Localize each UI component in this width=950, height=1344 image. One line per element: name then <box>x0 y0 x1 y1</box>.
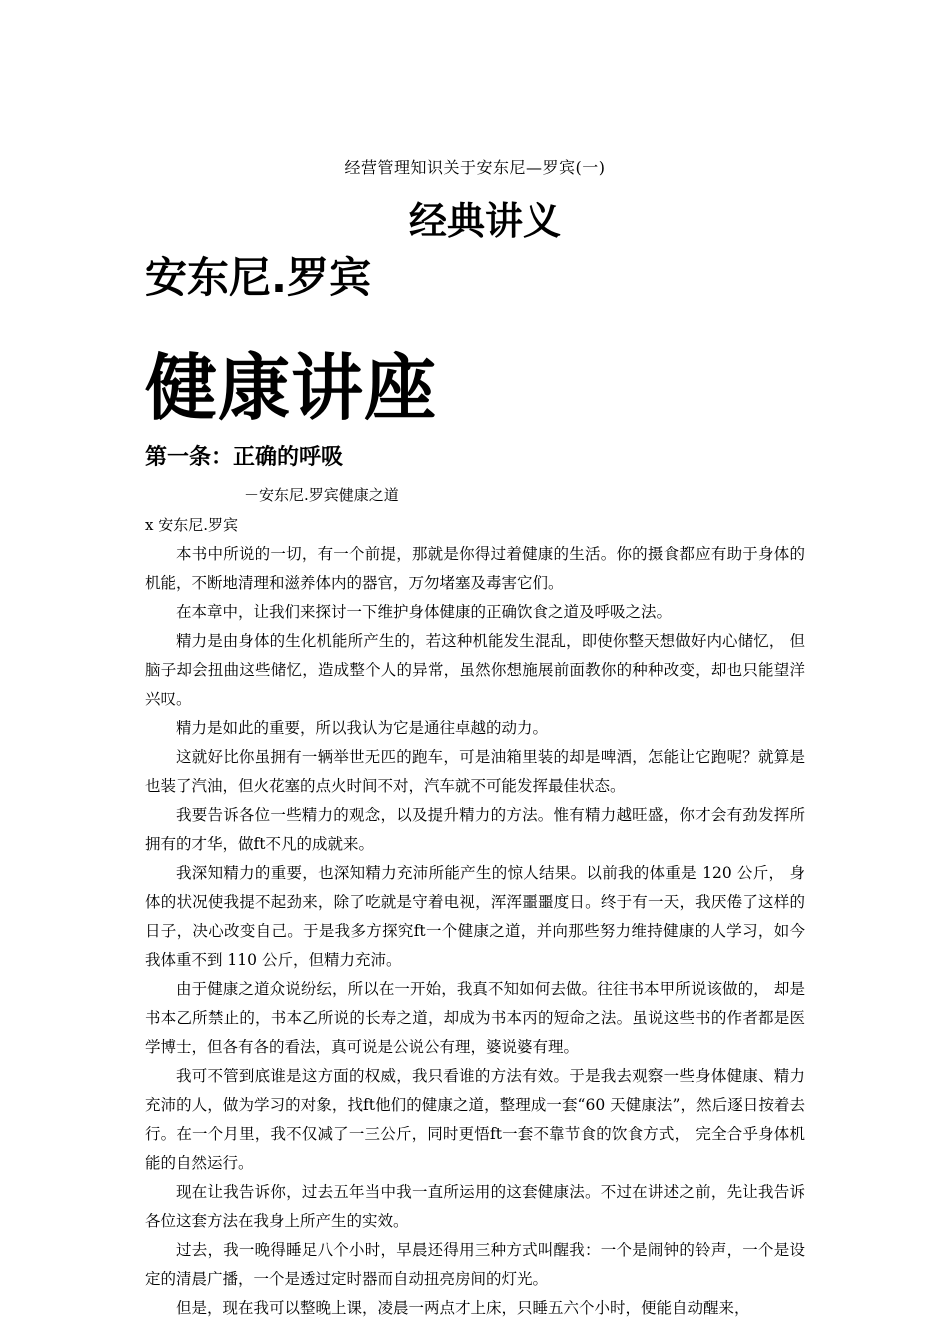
paragraph: 本书中所说的一切，有一个前提，那就是你得过着健康的生活。你的摄食都应有助于身体的机能，不断地清理和滋养体内的器官，万勿堵塞及毒害它们。 <box>145 545 805 592</box>
paragraph: 我要告诉各位一些精力的观念，以及提升精力的方法。惟有精力越旺盛，你才会有劲发挥所拥有的才华，做ft不凡的成就来。 <box>145 806 805 853</box>
author-title: 安东尼.罗宾 <box>145 253 371 302</box>
section-heading: 第一条：正确的呼吸 <box>145 445 344 470</box>
lecture-title: 健康讲座 <box>145 346 438 430</box>
paragraph: 现在让我告诉你，过去五年当中我一直所运用的这套健康法。不过在讲述之前，先让我告诉各位这套方法在我身上所产生的实效。 <box>145 1183 805 1230</box>
paragraph: 由于健康之道众说纷纭，所以在一开始，我真不知如何去做。往往书本甲所说该做的， 却是书本乙所禁止的，书本乙所说的长寿之道，却成为书本丙的短命之法。虽说这些书的作者都是医学博士，但各有各的看法，真可说是公说公有理，婆说婆有理。 <box>145 980 805 1056</box>
document-header-title: 经营管理知识关于安东尼—罗宾(一) <box>344 158 606 177</box>
paragraph: 但是，现在我可以整晚上课，凌晨一两点才上床，只睡五六个小时，便能自动醒来， <box>176 1299 750 1317</box>
paragraph: 在本章中，让我们来探讨一下维护身体健康的正确饮食之道及呼吸之法。 <box>176 603 673 621</box>
paragraph: 精力是如此的重要，所以我认为它是通往卓越的动力。 <box>176 719 549 737</box>
paragraph: 这就好比你虽拥有一辆举世无匹的跑车，可是油箱里装的却是啤酒，怎能让它跑呢？就算是也装了汽油，但火花塞的点火时间不对，汽车就不可能发挥最佳状态。 <box>145 748 805 795</box>
paragraph: 精力是由身体的生化机能所产生的，若这种机能发生混乱，即使你整天想做好内心储忆， 但脑子却会扭曲这些储忆，造成整个人的异常，虽然你想施展前面教你的种种改变，却也只能望洋兴叹。 <box>145 632 805 708</box>
paragraph: 过去，我一晚得睡足八个小时，早晨还得用三种方式叫醒我：一个是闹钟的铃声，一个是设定的清晨广播，一个是透过定时器而自动扭亮房间的灯光。 <box>145 1241 805 1288</box>
byline: －安东尼.罗宾健康之道 <box>244 486 399 504</box>
author-line: x 安东尼.罗宾 <box>145 516 238 534</box>
paragraph: 我可不管到底谁是这方面的权威，我只看谁的方法有效。于是我去观察一些身体健康、精力充沛的人，做为学习的对象，找ft他们的健康之道，整理成一套“60 天健康法”，然后逐日按着去行。在一个月里，我不仅减了一三公斤，同时更悟ft一套不靠节食的饮食方式， 完全合乎身体机能的自然运行。 <box>145 1067 805 1172</box>
subtitle: 经典讲义 <box>408 199 561 243</box>
paragraph: 我深知精力的重要，也深知精力充沛所能产生的惊人结果。以前我的体重是 120 公斤， 身体的状况使我提不起劲来，除了吃就是守着电视，浑浑噩噩度日。终于有一天，我厌倦了这样的日子，决心改变自己。于是我多方探究ft一个健康之道，并向那些努力维持健康的人学习，如今我体重不到 110 公斤，但精力充沛。 <box>145 864 805 969</box>
body-text <box>145 540 805 1323</box>
